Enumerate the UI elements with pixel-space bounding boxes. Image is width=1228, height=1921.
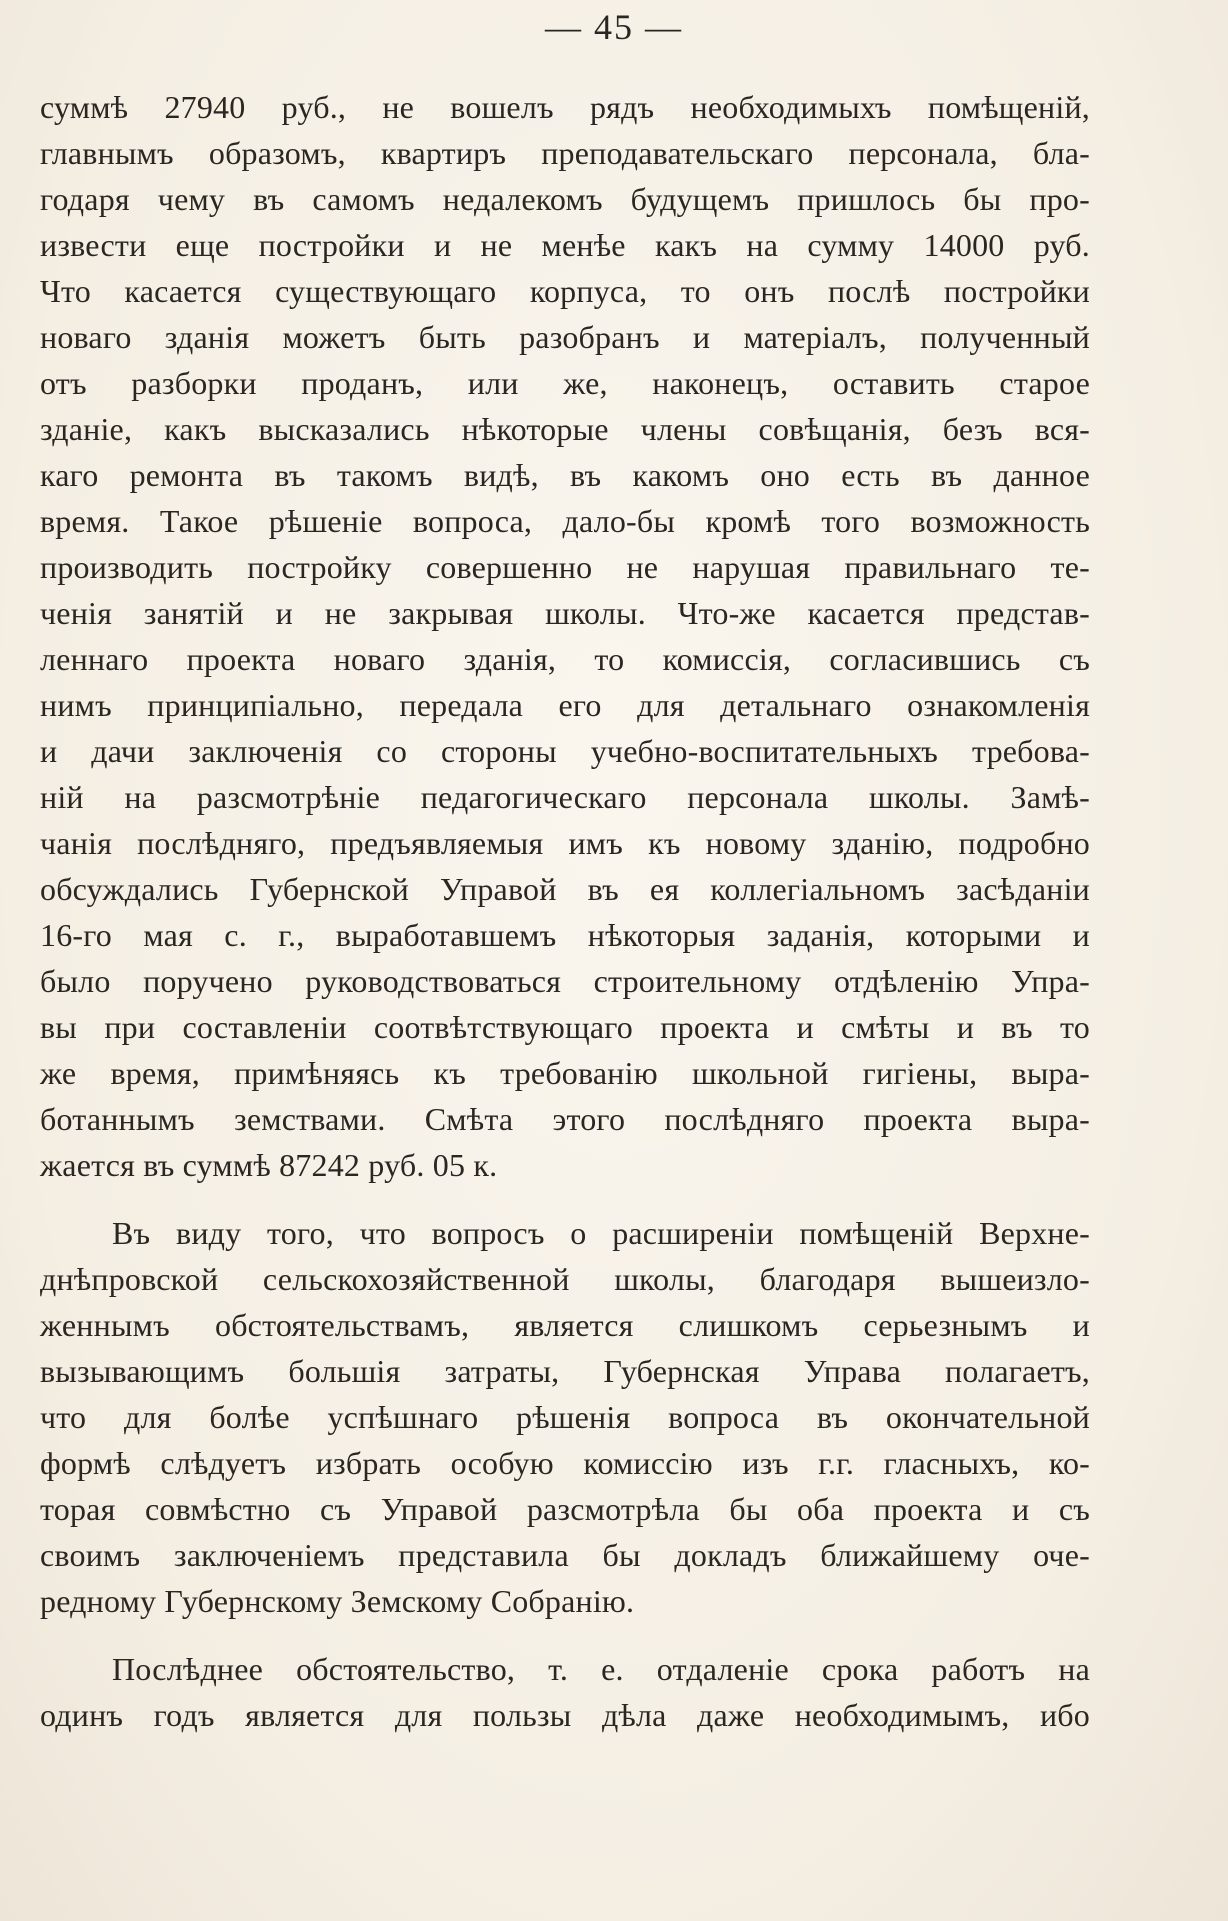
text-line: чанія послѣдняго, предъявляемыя имъ къ новому зданію, подробно — [40, 825, 1090, 861]
paragraph-1 — [40, 84, 1090, 1188]
text-line: Послѣднее обстоятельство, т. е. отдаленіе срока работъ на — [112, 1651, 1090, 1687]
text-line: леннаго проекта новаго зданія, то комиссія, согласившись съ — [40, 641, 1090, 677]
text-line: Въ виду того, что вопросъ о расширеніи помѣщеній Верхне- — [112, 1215, 1090, 1251]
text-line: и дачи заключенія со стороны учебно-воспитательныхъ требова- — [40, 733, 1090, 769]
text-line: же время, примѣняясь къ требованію школьной гигіены, выра- — [40, 1055, 1090, 1091]
text-line: вы при составленіи соотвѣтствующаго проекта и смѣты и въ то — [40, 1009, 1090, 1045]
text-line: суммѣ 27940 руб., не вошелъ рядъ необходимыхъ помѣщеній, — [40, 89, 1090, 125]
text-line: ботаннымъ земствами. Смѣта этого послѣдняго проекта выра- — [40, 1101, 1090, 1137]
text-line: вызывающимъ большія затраты, Губернская Управа полагаетъ, — [40, 1353, 1090, 1389]
text-line: Что касается существующаго корпуса, то онъ послѣ постройки — [40, 273, 1090, 309]
text-line: отъ разборки проданъ, или же, наконецъ, оставить старое — [40, 365, 1090, 401]
text-line: своимъ заключеніемъ представила бы докладъ ближайшему оче- — [40, 1537, 1090, 1573]
text-line: женнымъ обстоятельствамъ, является слишкомъ серьезнымъ и — [40, 1307, 1090, 1343]
text-line: редному Губернскому Земскому Собранію. — [40, 1583, 635, 1619]
text-line: одинъ годъ является для пользы дѣла даже необходимымъ, ибо — [40, 1697, 1090, 1733]
text-line: зданіе, какъ высказались нѣкоторые члены совѣщанія, безъ вся- — [40, 411, 1090, 447]
text-line: 16-го мая с. г., выработавшемъ нѣкоторыя заданія, которыми и — [40, 917, 1090, 953]
paragraph-2 — [40, 1210, 1090, 1624]
text-line: производить постройку совершенно не нарушая правильнаго те- — [40, 549, 1090, 585]
page-number: — 45 — — [545, 7, 683, 47]
text-line: формѣ слѣдуетъ избрать особую комиссію изъ г.г. гласныхъ, ко- — [40, 1445, 1090, 1481]
text-line: время. Такое рѣшеніе вопроса, дало-бы кромѣ того возможность — [40, 503, 1090, 539]
text-line: жается въ суммѣ 87242 руб. 05 к. — [40, 1147, 498, 1183]
text-line: торая совмѣстно съ Управой разсмотрѣла бы оба проекта и съ — [40, 1491, 1090, 1527]
text-line: было поручено руководствоваться строительному отдѣленію Упра- — [40, 963, 1090, 999]
text-line: нимъ принципіально, передала его для детальнаго ознакомленія — [40, 687, 1090, 723]
paragraph-3 — [40, 1646, 1090, 1738]
text-line: извести еще постройки и не менѣе какъ на сумму 14000 руб. — [40, 227, 1090, 263]
text-line: годаря чему въ самомъ недалекомъ будущемъ пришлось бы про- — [40, 181, 1090, 217]
text-line: новаго зданія можетъ быть разобранъ и матеріалъ, полученный — [40, 319, 1090, 355]
text-line: днѣпровской сельскохозяйственной школы, благодаря вышеизло- — [40, 1261, 1090, 1297]
text-line: ній на разсмотрѣніе педагогическаго персонала школы. Замѣ- — [40, 779, 1090, 815]
text-line: каго ремонта въ такомъ видѣ, въ какомъ оно есть въ данное — [40, 457, 1090, 493]
text-line: ченія занятій и не закрывая школы. Что-же касается представ- — [40, 595, 1090, 631]
text-line: обсуждались Губернской Управой въ ея коллегіальномъ засѣданіи — [40, 871, 1090, 907]
body-text — [40, 84, 1090, 1738]
text-line: главнымъ образомъ, квартиръ преподавательскаго персонала, бла- — [40, 135, 1090, 171]
text-line: что для болѣе успѣшнаго рѣшенія вопроса въ окончательной — [40, 1399, 1090, 1435]
